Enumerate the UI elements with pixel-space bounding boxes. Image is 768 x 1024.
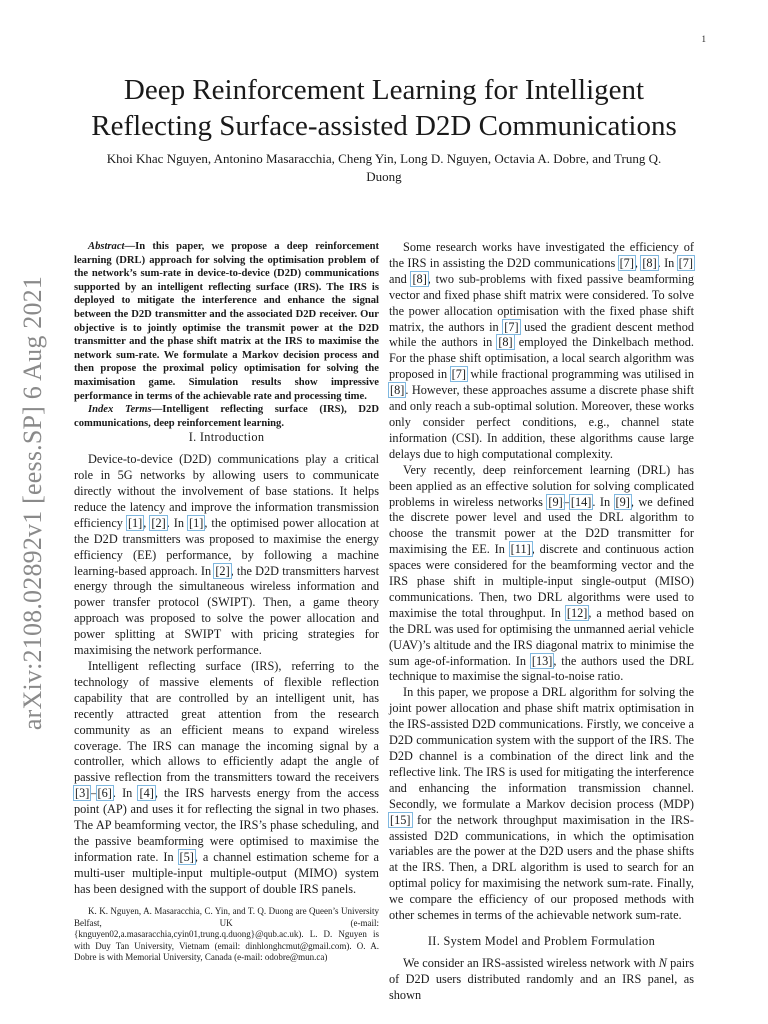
abstract — [74, 240, 379, 403]
intro-paragraph-5 — [389, 685, 694, 924]
text-run: . However, these approaches assume a discrete phase shift and only reach a sub-optimal solution. Moreover, these works only consider perfect conditions, e.g., channel state information (CSI). In addition, these algorithms cause large delays due to high computational complexity. — [389, 383, 694, 461]
citation-link[interactable]: [7] — [619, 255, 634, 270]
citation-link[interactable]: [3] — [75, 786, 90, 801]
citation-link[interactable]: [14] — [570, 494, 592, 509]
abstract-text: —In this paper, we propose a deep reinforcement learning (DRL) approach for solving the optimisation problem of the network’s sum-rate in device-to-device (D2D) communications supported by an intelligent reflecting surface (IRS). The IRS is deployed to mitigate the interference and enhance the signal between the D2D transmitter and the associated D2D receiver. Our objective is to jointly optimise the transmit power at the D2D transmitter and the phase shift matrix at the IRS to maximise the network sum-rate. We formulate a Markov decision process and then propose the proximal policy optimisation for solving the maximisation game. Simulation results show impressive performance in terms of the achievable rate and processing time. — [74, 241, 379, 402]
citation-link[interactable]: [11] — [510, 542, 531, 557]
text-run: Some research works have investigated the efficiency of the IRS in assisting the D2D communications — [389, 240, 694, 270]
text-run: In this paper, we propose a DRL algorithm for solving the joint power allocation and phase shift matrix optimisation in the IRS-assisted D2D communications. Firstly, we conceive a D2D communication system with the support of the IRS. The D2D channel is a combination of the direct link and the reflective link. The IRS is used for mitigating the interference and enhancing the information transmission channel. Secondly, we formulate a Markov decision process (MDP) — [389, 685, 694, 811]
citation-link[interactable]: [8] — [412, 271, 427, 286]
citation-link[interactable]: [8] — [498, 335, 513, 350]
system-model-paragraph-1 — [389, 956, 694, 1004]
citation-link[interactable]: [15] — [390, 812, 411, 827]
intro-paragraph-1 — [74, 452, 379, 659]
index-terms — [74, 403, 379, 430]
citation-link[interactable]: [12] — [566, 605, 588, 620]
text-run: used the gradient descent method while the authors in — [389, 319, 694, 350]
title-line-2: Reflecting Surface-assisted D2D Communications — [91, 110, 677, 142]
abstract-label: Abstract — [88, 241, 125, 252]
text-run: – — [563, 494, 570, 509]
paper-title — [60, 72, 708, 144]
text-run: , we defined the discrete power level and used the DRL algorithm to choose the transmit power at the D2D transmitter for maximising the EE. In — [389, 494, 694, 557]
intro-paragraph-2 — [74, 659, 379, 898]
author-affiliation-footnote — [74, 906, 379, 964]
citation-link[interactable]: [1] — [127, 515, 143, 530]
text-run: , — [143, 515, 151, 530]
citation-link[interactable]: [7] — [451, 367, 466, 382]
citation-link[interactable]: [2] — [215, 563, 230, 578]
text-run: for the network throughput maximisation in the IRS-assisted D2D communications, in which the optimisation variables are the power at the D2D users and the phase shifts at the IRS. Then, a DRL algorithm is used to search for an optimal policy for maximising the network sum-rate. Finally, we compare the efficiency of our proposed methods with other schemes in terms of the achievable network sum-rate. — [389, 812, 694, 923]
text-run: , the IRS harvests energy from the access point (AP) and uses it for reflecting the signal in two phases. The AP beamforming vector, the IRS’s phase scheduling, and the passive beamforming were optimised to maximise the information rate. In — [74, 786, 379, 864]
text-run: , the authors used the DRL technique to maximise the signal-to-noise ratio. — [389, 653, 694, 684]
right-column — [389, 240, 694, 1004]
text-run: . In — [166, 515, 189, 530]
page-number: 1 — [701, 34, 706, 44]
citation-link[interactable]: [9] — [615, 494, 630, 509]
text-run: , two sub-problems with fixed passive beamforming vector and fixed phase shift matrix were considered. To solve the power allocation optimisation with the fixed phase shift matrix, the authors in — [389, 271, 694, 334]
citation-link[interactable]: [8] — [390, 383, 405, 398]
section-heading-system-model: II. System Model and Problem Formulation — [427, 933, 656, 948]
citation-link[interactable]: [13] — [531, 653, 553, 668]
text-run: Intelligent reflecting surface (IRS), referring to the technology of massive elements of flexible reflection capability that are controlled by an intelligent unit, has recently attracted great attention from the research community as an efficient means to expand wireless coverage. The IRS can manage the incoming signal by a controller, which allows to efficiently adapt the angle of passive reflection from the transmitters toward the receivers — [74, 659, 379, 785]
intro-paragraph-4 — [389, 463, 694, 686]
left-column — [74, 240, 379, 898]
text-run: . In — [657, 255, 678, 270]
citation-link[interactable]: [7] — [678, 255, 693, 270]
citation-link[interactable]: [5] — [179, 849, 194, 864]
arxiv-identifier[interactable]: arXiv:2108.02892v1 [eess.SP] 6 Aug 2021 — [18, 275, 47, 731]
math-variable: N — [658, 955, 667, 970]
arxiv-sidebar — [18, 268, 48, 738]
author-list — [75, 150, 693, 186]
text-run: , discrete and continuous action spaces were considered for the beamforming vector and the IRS phase shift in multiple-input single-output (MISO) communications. Then, two DRL algorithms were used to maximise the total throughput. In — [389, 542, 695, 620]
text-run: and — [389, 271, 412, 286]
text-run: , the optimised power allocation at the D2D transmitters was proposed to maximise the energy efficiency (EE) performance, by following a machine learning-based approach. In — [74, 515, 380, 578]
citation-link[interactable]: [1] — [189, 515, 204, 530]
text-run: employed the Dinkelbach method. For the phase shift optimisation, a local search algorithm was proposed in — [389, 335, 695, 382]
title-line-1: Deep Reinforcement Learning for Intelligent — [123, 74, 645, 106]
citation-link[interactable]: [8] — [642, 255, 657, 270]
text-run: , a channel estimation scheme for a multi-user multiple-input multiple-output (MIMO) system has been designed with the support of double IRS panels. — [74, 849, 379, 896]
citation-link[interactable]: [9] — [548, 494, 563, 509]
intro-paragraph-3 — [389, 240, 694, 463]
index-terms-text: —Intelligent reflecting surface (IRS), D2D communications, deep reinforcement learning. — [74, 404, 379, 429]
text-run: . In — [592, 494, 615, 509]
citation-link[interactable]: [7] — [504, 319, 519, 334]
text-run: Device-to-device (D2D) communications play a critical role in 5G networks by allowing users to communicate directly without the involvement of base stations. It helps reduce the latency and improve the information transmission efficiency — [74, 452, 379, 530]
footnote-text: K. K. Nguyen, A. Masaracchia, C. Yin, and T. Q. Duong are Queen’s University Belfast, UK (e-mail: {knguyen02,a.masaracchia,cyin01,trung.q.duong}@qub.ac.uk). L. D. Nguyen is with Duy Tan University, Vietnam (email: dinhlonghcmut@gmail.com). O. A. Dobre is with Memorial University, Canada (e-mail: odobre@mun.ca) — [74, 906, 379, 962]
text-run: – — [90, 786, 97, 801]
text-run: Very recently, deep reinforcement learning (DRL) has been applied as an effective solution for solving complicated problems in wireless networks — [389, 462, 694, 509]
index-terms-label: Index Terms — [88, 404, 152, 416]
citation-link[interactable]: [2] — [151, 515, 166, 530]
text-run: pairs of D2D users distributed randomly and an IRS panel, as shown — [389, 955, 694, 1002]
authors-line-2: Duong — [366, 169, 402, 184]
section-heading-introduction: I. Introduction — [188, 430, 265, 445]
text-run: We consider an IRS-assisted wireless network with — [403, 955, 659, 970]
text-run: , — [634, 255, 642, 270]
text-run: , a method based on the DRL was used for optimising the unmanned aerial vehicle (UAV)’s altitude and the IRS diagonal matrix to minimise the sum age-of-information. In — [389, 605, 694, 668]
text-run: . In — [112, 786, 139, 801]
text-run: while fractional programming was utilised in — [466, 367, 694, 382]
authors-line-1: Khoi Khac Nguyen, Antonino Masaracchia, Cheng Yin, Long D. Nguyen, Octavia A. Dobre, and Trung Q. — [106, 151, 662, 166]
citation-link[interactable]: [6] — [97, 786, 112, 801]
citation-link[interactable]: [4] — [139, 786, 154, 801]
text-run: , the D2D transmitters harvest energy through the simultaneous wireless information and power transfer protocol (SWIPT). Then, a game theory approach was proposed to solve the power allocation and power splitting at SWIPT with pricing strategies for maximising the network performance. — [74, 563, 379, 658]
